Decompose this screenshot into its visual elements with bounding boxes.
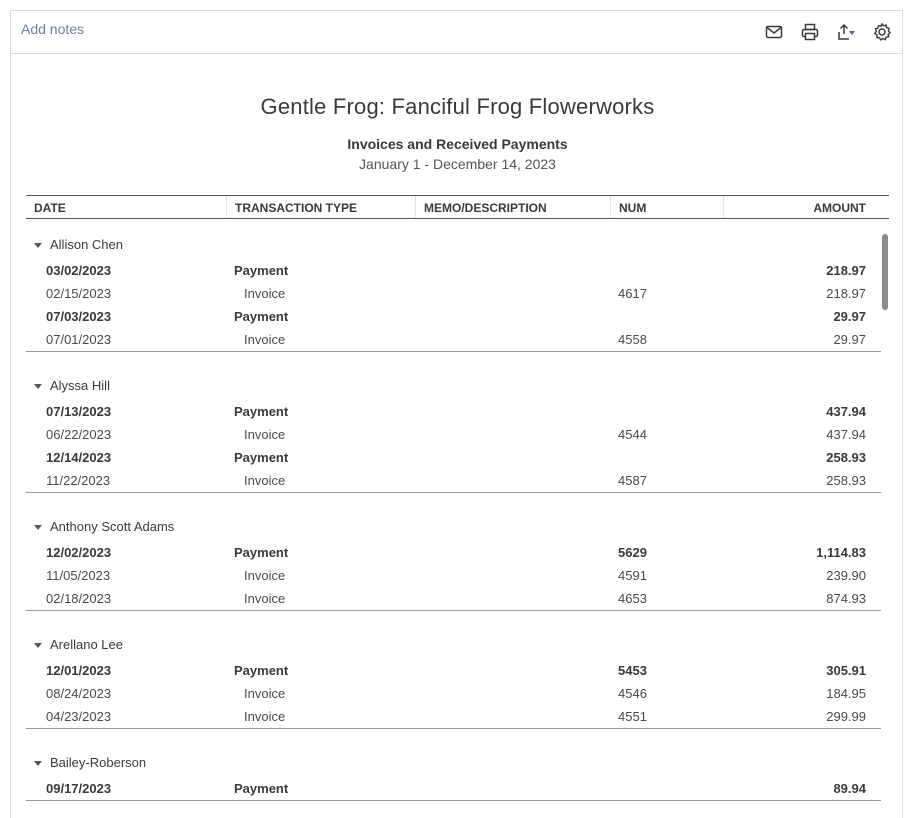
transaction-date: 06/22/2023 [46, 427, 112, 442]
transaction-date: 09/17/2023 [46, 781, 112, 796]
transaction-date: 11/22/2023 [46, 473, 111, 488]
table-row[interactable] [26, 305, 881, 328]
transaction-type[interactable]: Invoice [244, 473, 286, 488]
customer-group-header[interactable] [26, 231, 881, 259]
transaction-num[interactable]: 4617 [618, 286, 647, 301]
transaction-amount: 218.97 [826, 286, 866, 301]
table-row[interactable] [26, 541, 881, 564]
transaction-num[interactable]: 4587 [618, 473, 647, 488]
transaction-amount: 1,114.83 [816, 545, 866, 560]
collapse-caret-icon[interactable] [34, 525, 42, 530]
transaction-num[interactable]: 4551 [618, 709, 647, 724]
transaction-date: 11/05/2023 [46, 568, 111, 583]
transaction-date: 07/01/2023 [46, 332, 112, 347]
transaction-amount: 874.93 [826, 591, 866, 606]
column-header-amount[interactable]: AMOUNT [813, 201, 866, 215]
transaction-type[interactable]: Payment [234, 309, 289, 324]
column-header-memo[interactable]: MEMO/DESCRIPTION [424, 201, 547, 215]
transaction-num[interactable]: 4591 [618, 568, 647, 583]
transaction-date: 03/02/2023 [46, 263, 112, 278]
report-subtitle: Invoices and Received Payments [347, 136, 568, 152]
table-row[interactable] [26, 469, 881, 492]
transaction-type[interactable]: Invoice [244, 332, 286, 347]
table-row[interactable] [26, 682, 881, 705]
customer-name: Allison Chen [50, 237, 123, 252]
transaction-amount: 305.91 [826, 663, 866, 678]
transaction-amount: 29.97 [833, 309, 866, 324]
customer-name: Alyssa Hill [50, 378, 110, 393]
transaction-num[interactable]: 4653 [618, 591, 647, 606]
customer-group-header[interactable] [26, 372, 881, 400]
transaction-type[interactable]: Payment [234, 450, 289, 465]
transaction-type[interactable]: Invoice [244, 427, 286, 442]
column-header-date[interactable]: DATE [34, 201, 66, 215]
transaction-amount: 258.93 [826, 473, 866, 488]
transaction-num[interactable]: 4544 [618, 427, 647, 442]
customer-name: Arellano Lee [50, 637, 123, 652]
table-row[interactable] [26, 705, 881, 728]
transaction-date: 02/18/2023 [46, 591, 112, 606]
transaction-type[interactable]: Payment [234, 263, 289, 278]
transaction-type[interactable]: Payment [234, 663, 289, 678]
table-row[interactable] [26, 587, 881, 610]
customer-group [26, 749, 881, 801]
transaction-num[interactable]: 4558 [618, 332, 647, 347]
vertical-scrollbar[interactable] [882, 234, 888, 310]
toolbar-icons [764, 22, 892, 42]
report-date-range: January 1 - December 14, 2023 [359, 156, 556, 172]
transaction-amount: 437.94 [826, 404, 866, 419]
export-icon[interactable] [836, 22, 856, 42]
customer-group-header[interactable] [26, 513, 881, 541]
transaction-date: 12/01/2023 [46, 663, 112, 678]
table-row[interactable] [26, 777, 881, 800]
column-header-num[interactable]: NUM [619, 201, 647, 215]
table-row[interactable] [26, 259, 881, 282]
table-row[interactable] [26, 282, 881, 305]
transaction-num[interactable]: 5629 [618, 545, 647, 560]
transaction-amount: 89.94 [833, 781, 866, 796]
table-row[interactable] [26, 446, 881, 469]
transaction-date: 12/14/2023 [46, 450, 112, 465]
add-notes-link[interactable]: Add notes [21, 21, 85, 37]
transaction-date: 07/13/2023 [46, 404, 112, 419]
customer-group [26, 231, 881, 352]
transaction-type[interactable]: Invoice [244, 709, 286, 724]
transaction-type[interactable]: Invoice [244, 591, 286, 606]
report-panel [10, 10, 903, 818]
customer-group [26, 631, 881, 729]
report-body [26, 231, 881, 818]
transaction-type[interactable]: Invoice [244, 686, 286, 701]
customer-group-header[interactable] [26, 631, 881, 659]
transaction-amount: 299.99 [826, 709, 866, 724]
collapse-caret-icon[interactable] [34, 643, 42, 648]
transaction-amount: 29.97 [833, 332, 866, 347]
column-header-transaction-type[interactable]: TRANSACTION TYPE [235, 201, 358, 215]
collapse-caret-icon[interactable] [34, 243, 42, 248]
transaction-date: 12/02/2023 [46, 545, 112, 560]
table-row[interactable] [26, 328, 881, 351]
report-toolbar [11, 11, 902, 54]
transaction-num[interactable]: 5453 [618, 663, 647, 678]
customer-group [26, 372, 881, 493]
transaction-type[interactable]: Payment [234, 545, 289, 560]
transaction-num[interactable]: 4546 [618, 686, 647, 701]
gear-icon[interactable] [872, 22, 892, 42]
transaction-type[interactable]: Invoice [244, 286, 286, 301]
mail-icon[interactable] [764, 22, 784, 42]
transaction-date: 04/23/2023 [46, 709, 112, 724]
transaction-type[interactable]: Payment [234, 781, 289, 796]
transaction-amount: 184.95 [826, 686, 866, 701]
table-row[interactable] [26, 659, 881, 682]
table-header [26, 195, 889, 219]
table-row[interactable] [26, 400, 881, 423]
customer-name: Anthony Scott Adams [50, 519, 175, 534]
transaction-amount: 258.93 [826, 450, 866, 465]
report-title: Gentle Frog: Fanciful Frog Flowerworks [260, 94, 655, 119]
table-row[interactable] [26, 423, 881, 446]
customer-name: Bailey-Roberson [50, 755, 147, 770]
transaction-date: 08/24/2023 [46, 686, 112, 701]
transaction-date: 02/15/2023 [46, 286, 112, 301]
transaction-date: 07/03/2023 [46, 309, 112, 324]
customer-group-header[interactable] [26, 749, 881, 777]
transaction-amount: 239.90 [826, 568, 866, 583]
transaction-type[interactable]: Payment [234, 404, 289, 419]
collapse-caret-icon[interactable] [34, 384, 42, 389]
print-icon[interactable] [800, 22, 820, 42]
transaction-type[interactable]: Invoice [244, 568, 286, 583]
customer-group [26, 513, 881, 611]
table-row[interactable] [26, 564, 881, 587]
transaction-amount: 437.94 [826, 427, 866, 442]
transaction-amount: 218.97 [826, 263, 866, 278]
collapse-caret-icon[interactable] [34, 761, 42, 766]
